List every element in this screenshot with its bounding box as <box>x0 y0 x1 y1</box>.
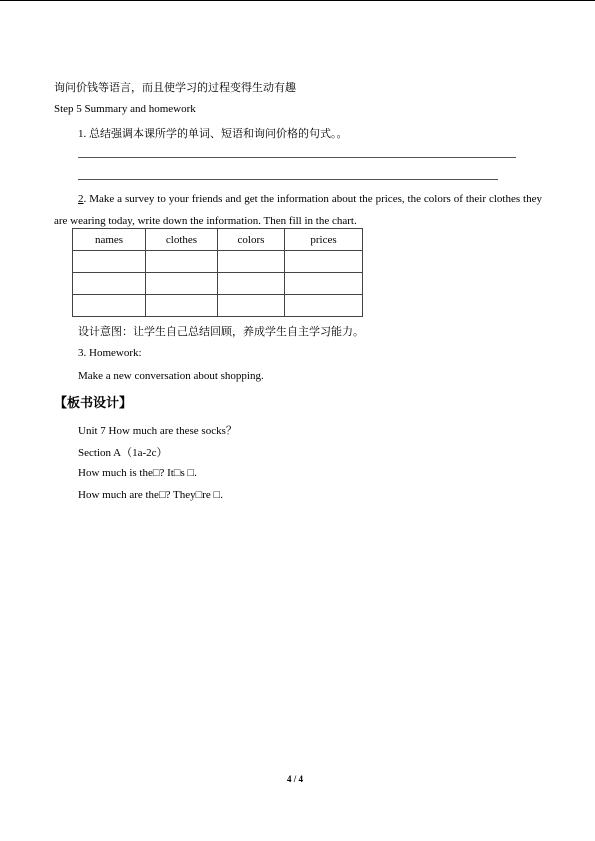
table-cell <box>146 273 218 295</box>
header-names: names <box>73 229 146 251</box>
item2-text: . Make a survey to your friends and get the information about the prices, the colors of their clothes they are wearing today, write down the information. Then fill in the chart. <box>54 193 542 227</box>
table-row <box>73 273 363 295</box>
table-cell <box>146 251 218 273</box>
table-cell <box>146 295 218 317</box>
table-cell <box>218 251 285 273</box>
table-cell <box>285 295 363 317</box>
table-cell <box>285 251 363 273</box>
item3-title: 3. Homework: <box>78 347 142 359</box>
header-colors: colors <box>218 229 285 251</box>
design-intent-text: 设计意图：让学生自己总结回顾，养成学生自主学习能力。 <box>78 326 364 338</box>
board-line-1: How much is the□? It□s □. <box>78 467 197 479</box>
board-unit-title: Unit 7 How much are these socks？ <box>78 425 237 437</box>
board-section: Section A（1a-2c） <box>78 447 168 459</box>
survey-table <box>72 228 363 317</box>
table-row <box>73 251 363 273</box>
table-cell <box>73 251 146 273</box>
page-number: 4 / 4 <box>287 774 304 784</box>
step5-title: Step 5 Summary and homework <box>54 103 196 115</box>
header-prices: prices <box>285 229 363 251</box>
table-row <box>73 295 363 317</box>
table-cell <box>285 273 363 295</box>
table-cell <box>73 295 146 317</box>
header-rule <box>0 0 595 1</box>
item1-text: 1. 总结强调本课所学的单词、短语和询问价格的句式。。 <box>78 128 348 140</box>
table-header-row <box>73 229 363 251</box>
intro-tail-text: 询问价钱等语言，而且使学习的过程变得生动有趣 <box>54 82 296 94</box>
item2-paragraph <box>54 188 542 232</box>
header-clothes: clothes <box>146 229 218 251</box>
answer-line-2 <box>78 179 498 180</box>
board-line-2: How much are the□? They□re □. <box>78 489 223 501</box>
table-cell <box>218 295 285 317</box>
table-cell <box>218 273 285 295</box>
board-design-heading: 【板书设计】 <box>54 396 133 411</box>
homework-text: Make a new conversation about shopping. <box>78 370 264 382</box>
answer-line-1 <box>78 157 516 158</box>
table-cell <box>73 273 146 295</box>
item2-number: 2 <box>78 193 84 205</box>
